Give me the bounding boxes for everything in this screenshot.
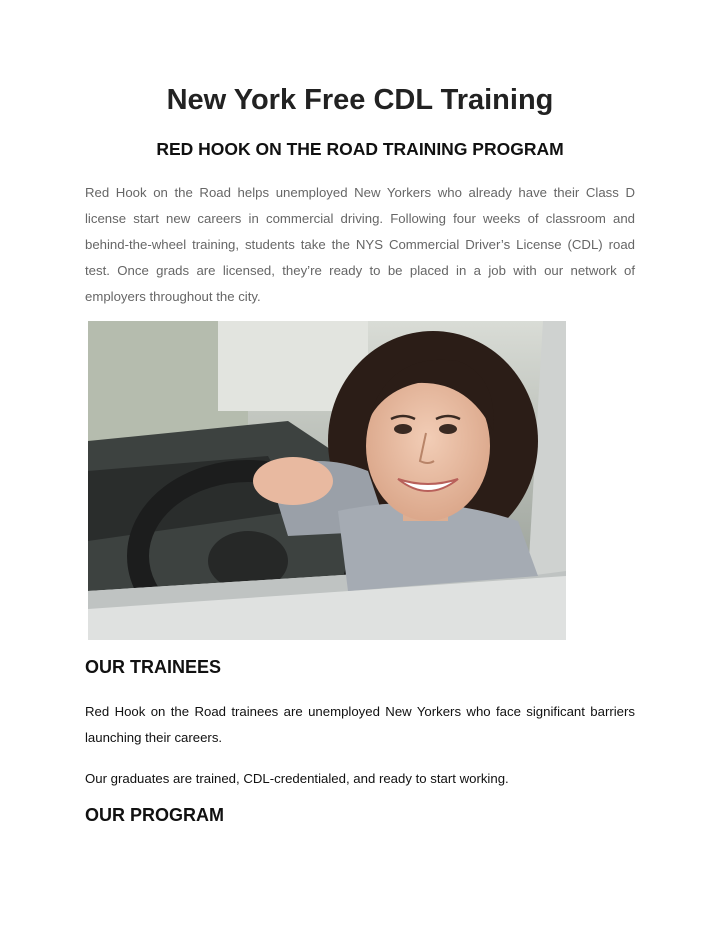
- driver-photo: [88, 321, 566, 640]
- page-title: New York Free CDL Training: [166, 84, 554, 116]
- intro-paragraph: Red Hook on the Road helps unemployed New Yorkers who already have their Class D license start new careers in commercial driving. Following four weeks of classroom and behind-the-wheel training, students take the NYS Commercial Driver’s License (CDL) road test. Once grads are licensed, they’re ready to be placed in a job with our network of employers throughout the city.: [85, 185, 635, 304]
- page-subtitle: RED HOOK ON THE ROAD TRAINING PROGRAM: [156, 139, 564, 159]
- program-heading: OUR PROGRAM: [85, 805, 224, 825]
- trainees-paragraph-1: Red Hook on the Road trainees are unemployed New Yorkers who face significant barriers launching their careers.: [85, 704, 635, 745]
- trainees-heading: OUR TRAINEES: [85, 657, 222, 677]
- trainees-paragraph-2: Our graduates are trained, CDL-credentialed, and ready to start working.: [85, 771, 509, 786]
- driver-photo-illustration: [88, 321, 566, 640]
